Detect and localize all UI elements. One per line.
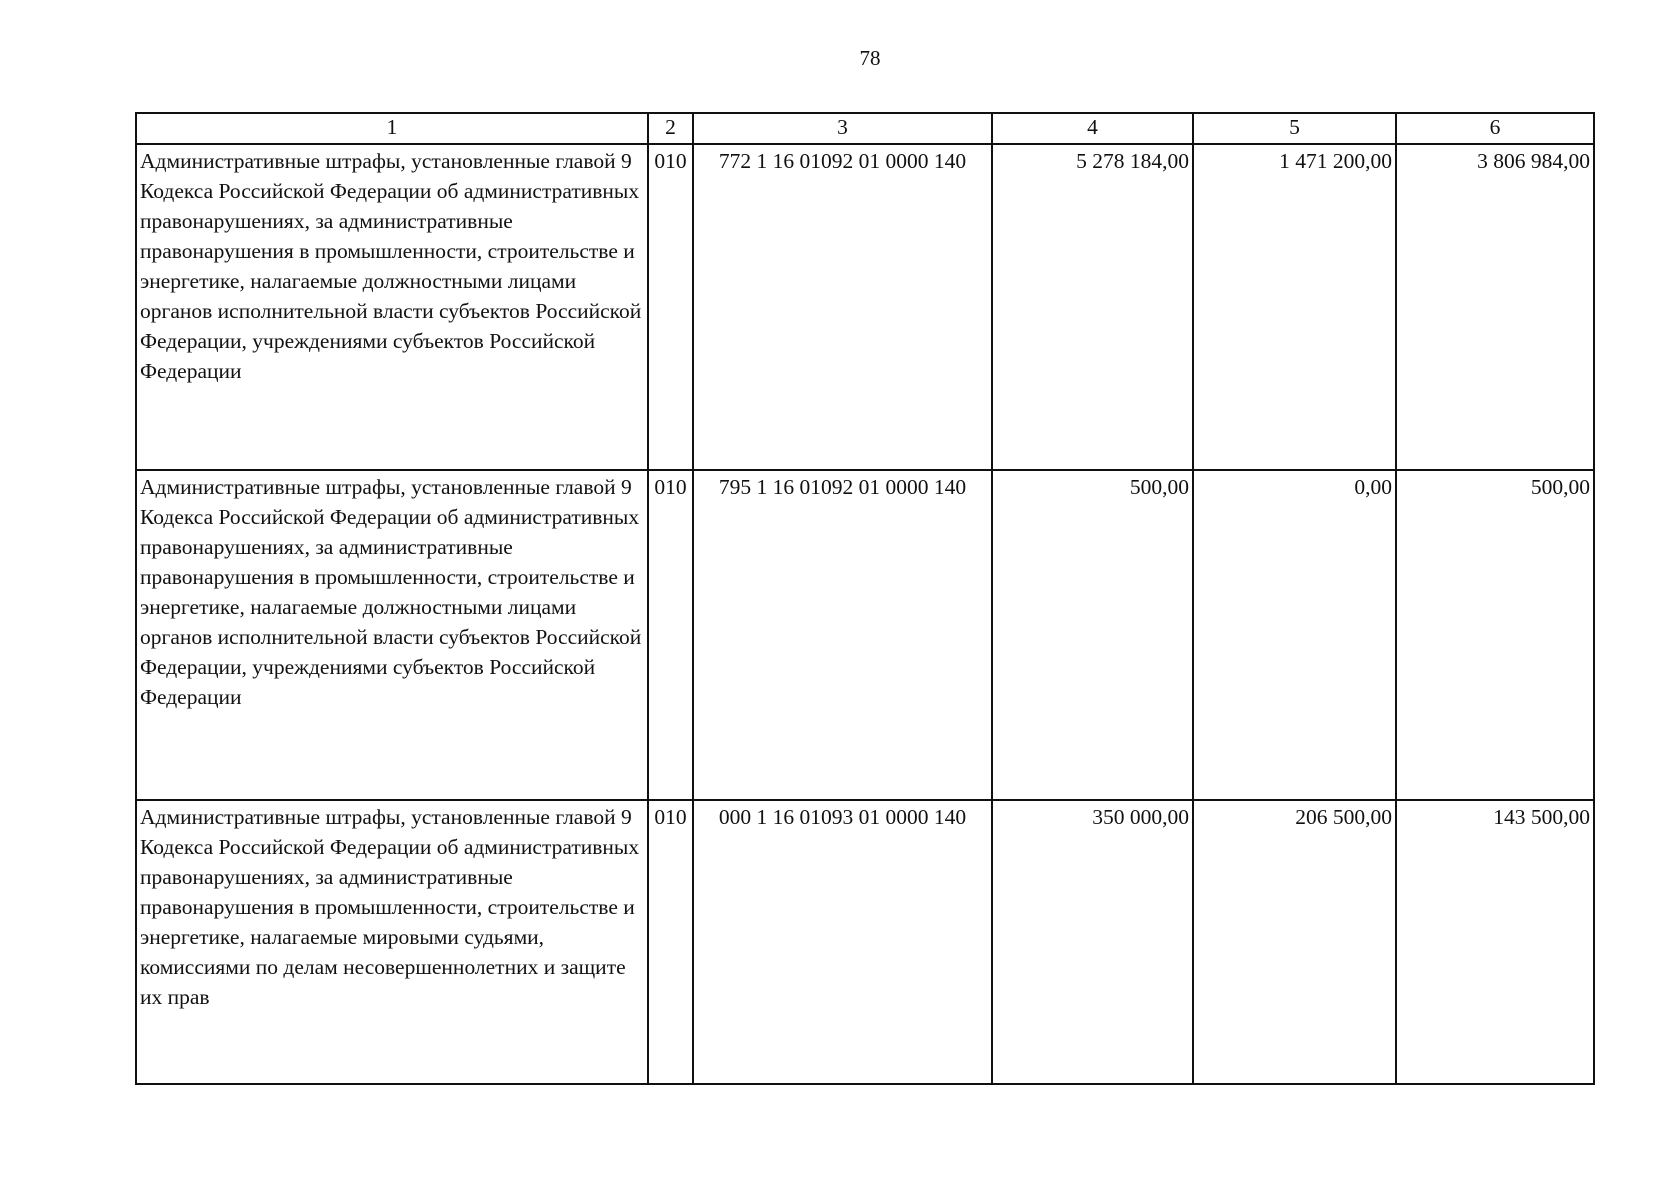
row-budget-code-cell	[693, 470, 992, 800]
row-budget-code: 772 1 16 01092 01 0000 140	[718, 149, 967, 173]
page-number: 78	[859, 46, 881, 70]
row-col6-value: 500,00	[1530, 475, 1590, 499]
column-header-2: 2	[648, 113, 693, 144]
row-line-code: 010	[654, 805, 687, 829]
row-col5-value: 1 471 200,00	[1279, 149, 1392, 173]
row-name: Административные штрафы, установленные главой 9 Кодекса Российской Федерации об административных правонарушениях, за административные правонарушения в промышленности, строительстве и энергетике, налагаемые должностными лицами органов исполнительной власти субъектов Российской Федерации, учреждениями субъектов Российской Федерации	[140, 149, 642, 383]
row-col6-cell	[1396, 470, 1594, 800]
row-line-code: 010	[654, 149, 687, 173]
row-budget-code: 000 1 16 01093 01 0000 140	[718, 805, 967, 829]
row-name-cell	[136, 144, 648, 470]
table-body	[136, 144, 1594, 1084]
row-col4-cell	[992, 144, 1193, 470]
row-col4-value: 500,00	[1129, 475, 1189, 499]
row-col4-cell	[992, 470, 1193, 800]
row-col6-value: 143 500,00	[1493, 805, 1590, 829]
row-budget-code-cell	[693, 144, 992, 470]
row-name: Административные штрафы, установленные главой 9 Кодекса Российской Федерации об административных правонарушениях, за административные правонарушения в промышленности, строительстве и энергетике, налагаемые должностными лицами органов исполнительной власти субъектов Российской Федерации, учреждениями субъектов Российской Федерации	[140, 475, 642, 709]
row-name-cell	[136, 800, 648, 1084]
row-col5-value: 206 500,00	[1295, 805, 1392, 829]
row-name: Административные штрафы, установленные главой 9 Кодекса Российской Федерации об административных правонарушениях, за административные правонарушения в промышленности, строительстве и энергетике, налагаемые мировыми судьями, комиссиями по делам несовершеннолетних и защите их прав	[140, 805, 640, 1009]
row-line-code: 010	[654, 475, 687, 499]
revenue-table	[135, 112, 1595, 1085]
row-col6-cell	[1396, 144, 1594, 470]
table-header	[136, 113, 1594, 144]
row-budget-code: 795 1 16 01092 01 0000 140	[718, 475, 967, 499]
column-header-6: 6	[1396, 113, 1594, 144]
row-col5-cell	[1193, 144, 1396, 470]
row-col4-value: 5 278 184,00	[1076, 149, 1189, 173]
row-col5-value: 0,00	[1354, 475, 1392, 499]
row-col6-value: 3 806 984,00	[1477, 149, 1590, 173]
row-name-cell	[136, 470, 648, 800]
row-line-code-cell	[648, 800, 693, 1084]
column-header-1: 1	[136, 113, 648, 144]
row-col5-cell	[1193, 800, 1396, 1084]
column-header-5: 5	[1193, 113, 1396, 144]
table-row	[136, 800, 1594, 1084]
row-line-code-cell	[648, 470, 693, 800]
row-line-code-cell	[648, 144, 693, 470]
table-row	[136, 144, 1594, 470]
row-budget-code-cell	[693, 800, 992, 1084]
row-col5-cell	[1193, 470, 1396, 800]
row-col4-value: 350 000,00	[1092, 805, 1189, 829]
table-row	[136, 470, 1594, 800]
column-header-3: 3	[693, 113, 992, 144]
header-row	[136, 113, 1594, 144]
row-col6-cell	[1396, 800, 1594, 1084]
column-header-4: 4	[992, 113, 1193, 144]
row-col4-cell	[992, 800, 1193, 1084]
